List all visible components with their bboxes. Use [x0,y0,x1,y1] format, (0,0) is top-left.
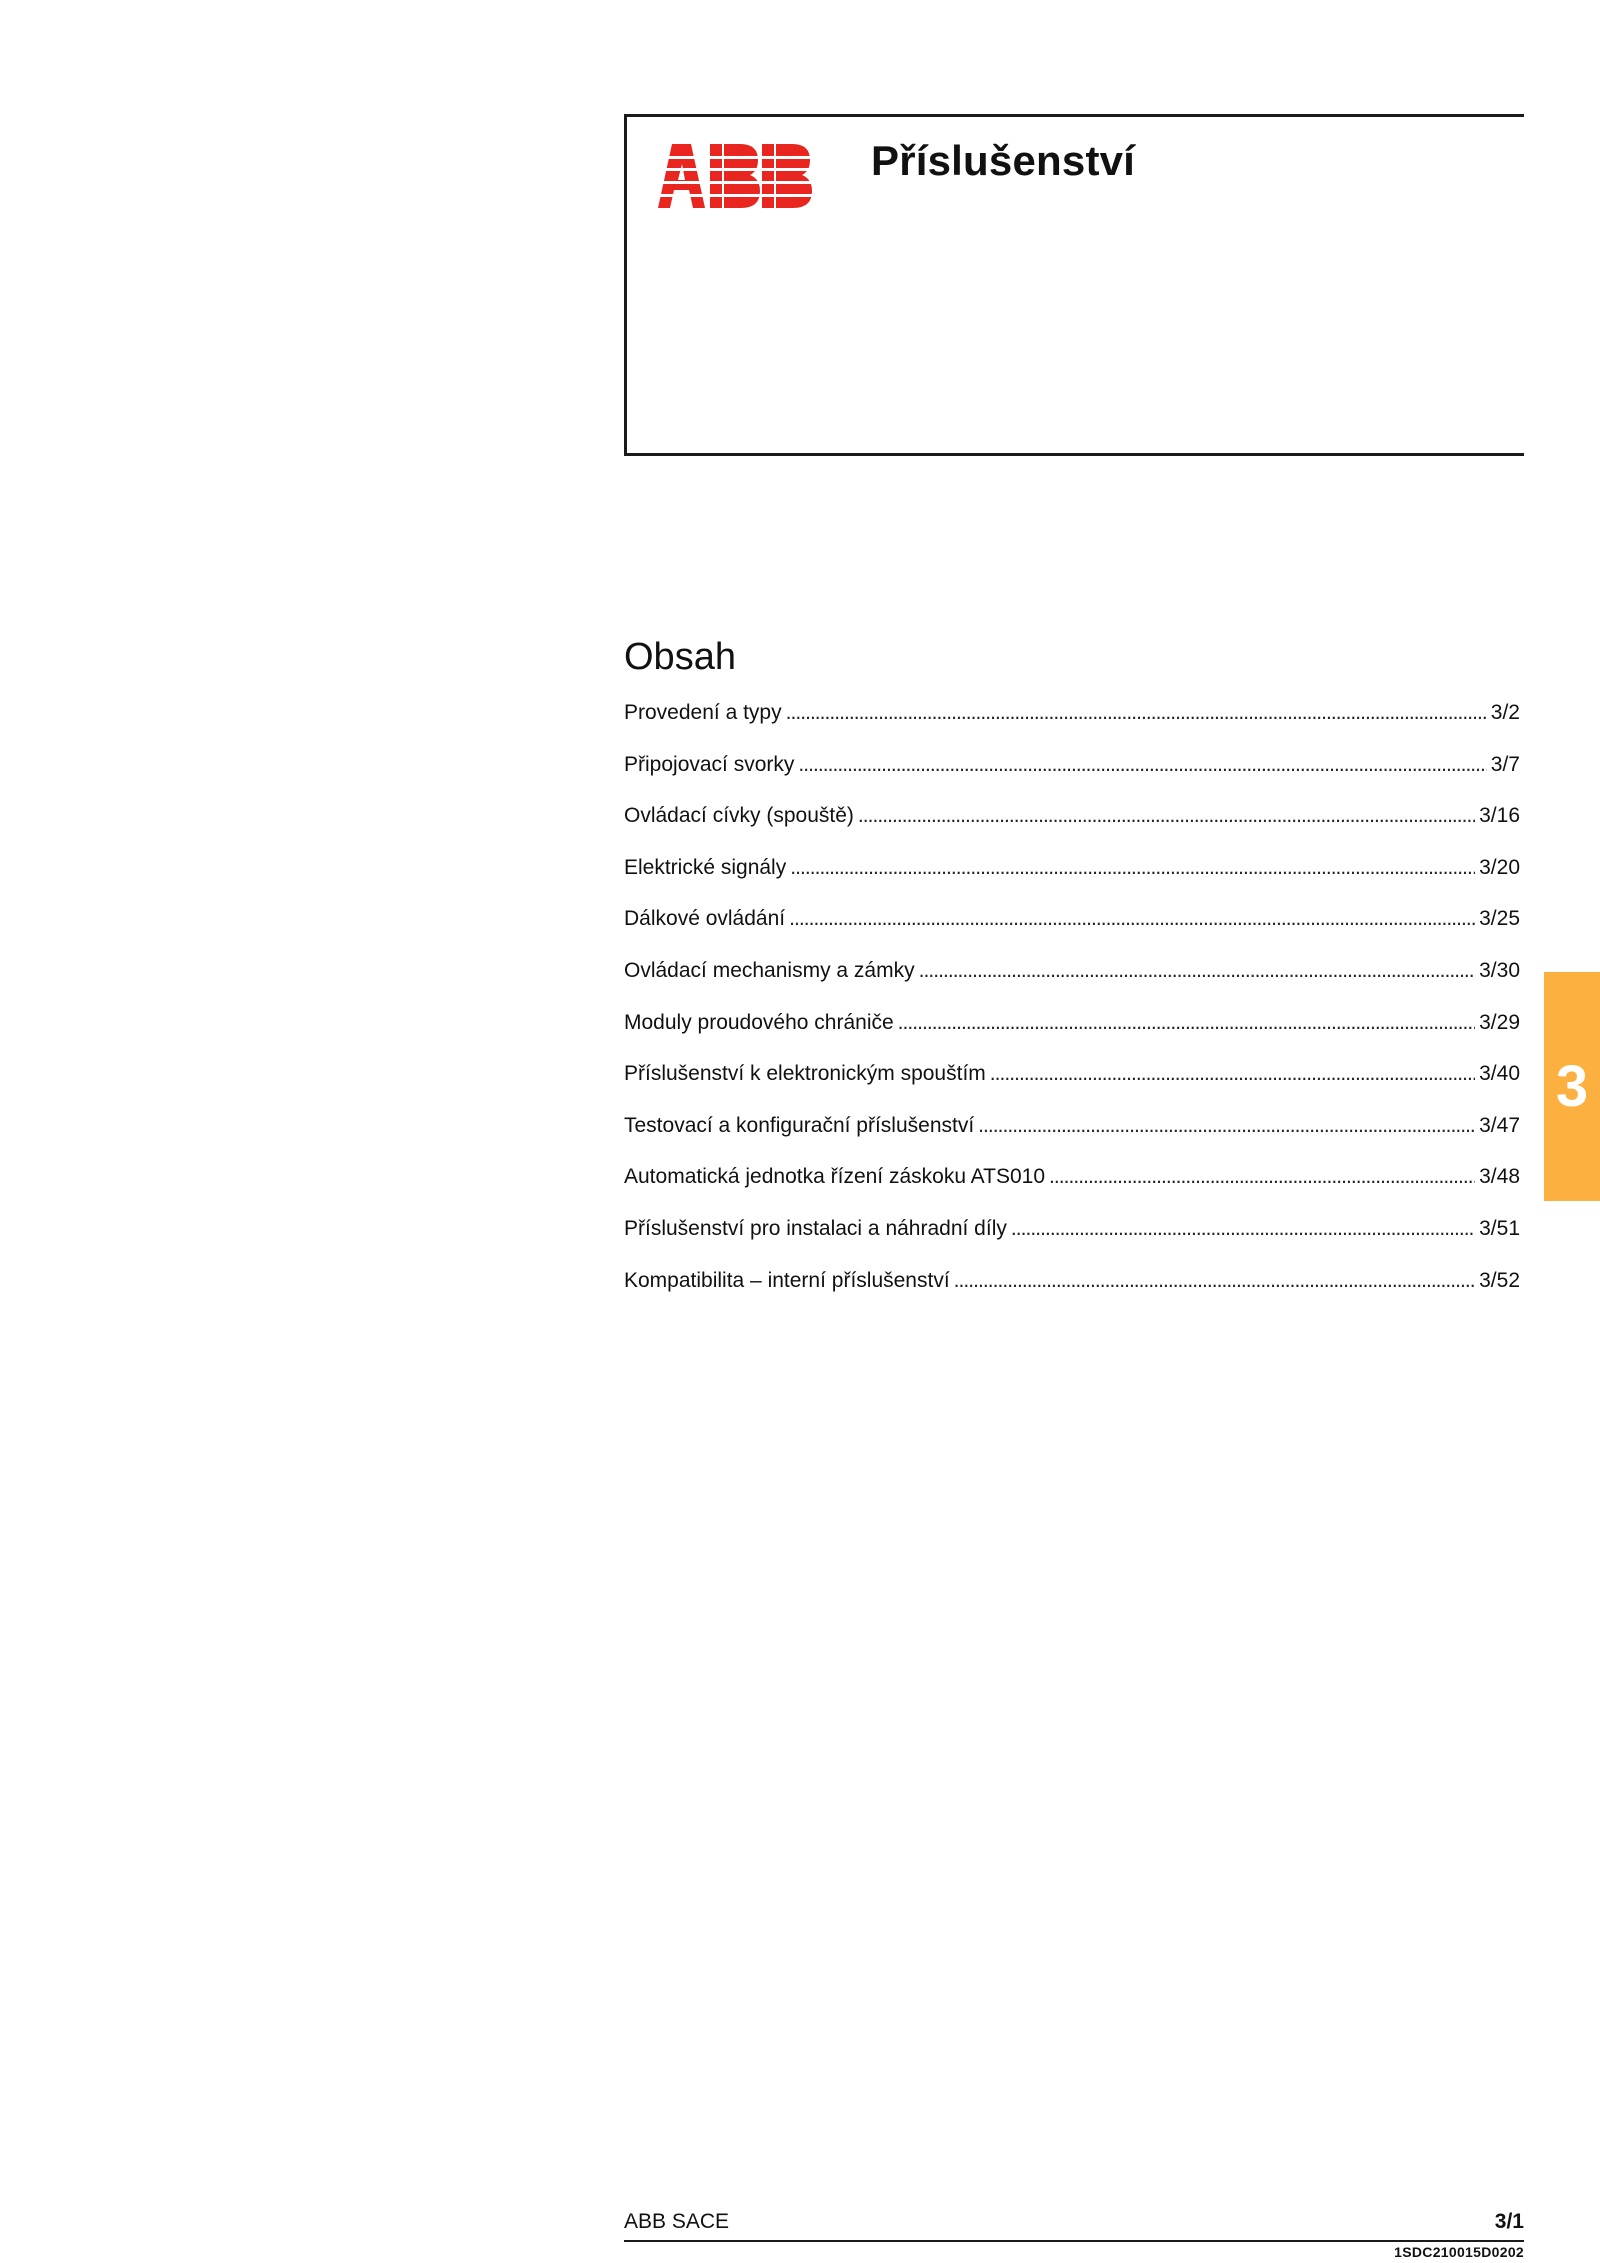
toc-leader-dots [789,907,1475,931]
toc-item-page: 3/48 [1479,1165,1520,1189]
toc-leader-dots [786,701,1487,725]
toc-item-page: 3/2 [1490,701,1520,724]
toc-leader-dots [919,959,1476,983]
toc-leader-dots [1011,1217,1475,1241]
toc-list [624,701,1520,1320]
toc-item-page: 3/51 [1479,1216,1520,1240]
footer-page-number: 3/1 [1494,2210,1524,2233]
toc-item-prislusenstvi-spoustim[interactable] [624,1062,1520,1114]
toc-item-label: Připojovací svorky [624,752,795,776]
toc-item-label: Elektrické signály [624,855,787,879]
toc-item-dalkove-ovladani[interactable] [624,907,1520,959]
toc-leader-dots [798,753,1486,777]
toc-leader-dots [790,856,1475,880]
toc-item-page: 3/25 [1479,907,1520,931]
toc-leader-dots [858,804,1475,828]
toc-item-ovladaci-civky[interactable] [624,804,1520,856]
toc-item-ovladaci-mechanismy[interactable] [624,959,1520,1011]
toc-item-ats010[interactable] [624,1165,1520,1217]
toc-heading: Obsah [624,636,736,678]
toc-item-label: Provedení a typy [624,701,782,724]
toc-leader-dots [990,1062,1475,1086]
toc-item-label: Moduly proudového chrániče [624,1010,894,1034]
abb-logo [658,144,812,208]
toc-item-page: 3/7 [1490,752,1520,776]
toc-item-label: Ovládací cívky (spouště) [624,804,854,828]
toc-item-moduly-proudoveho-chranice[interactable] [624,1011,1520,1063]
document-code: 1SDC210015D0202 [1394,2244,1524,2260]
toc-item-elektricke-signaly[interactable] [624,856,1520,908]
toc-leader-dots [978,1114,1475,1138]
toc-item-page: 3/30 [1479,958,1520,982]
chapter-tab: 3 [1544,972,1600,1201]
toc-item-page: 3/20 [1479,855,1520,879]
toc-item-page: 3/40 [1479,1062,1520,1086]
toc-item-label: Dálkové ovládání [624,907,786,931]
toc-item-provedeni-a-typy[interactable] [624,701,1520,753]
toc-leader-dots [954,1269,1475,1293]
toc-leader-dots [1049,1165,1475,1189]
footer-company: ABB SACE [624,2210,730,2233]
toc-item-page: 3/16 [1479,804,1520,828]
header-box [624,114,1524,456]
toc-item-kompatibilita[interactable] [624,1269,1520,1321]
toc-leader-dots [898,1011,1475,1035]
footer [624,2208,1524,2242]
toc-item-label: Automatická jednotka řízení záskoku ATS010 [624,1165,1046,1189]
toc-item-label: Ovládací mechanismy a zámky [624,958,915,982]
toc-item-instalace-nahradni-dily[interactable] [624,1217,1520,1269]
toc-item-label: Příslušenství pro instalaci a náhradní díly [624,1216,1007,1240]
toc-item-label: Příslušenství k elektronickým spouštím [624,1062,986,1086]
toc-item-page: 3/47 [1479,1113,1520,1137]
page-title: Příslušenství [871,137,1136,184]
toc-item-label: Kompatibilita – interní příslušenství [624,1268,950,1292]
toc-item-pripojovaci-svorky[interactable] [624,753,1520,805]
toc-item-page: 3/52 [1479,1268,1520,1292]
toc-item-testovaci-prislusenstvi[interactable] [624,1114,1520,1166]
toc-item-label: Testovací a konfigurační příslušenství [624,1113,975,1137]
toc-item-page: 3/29 [1479,1010,1520,1034]
